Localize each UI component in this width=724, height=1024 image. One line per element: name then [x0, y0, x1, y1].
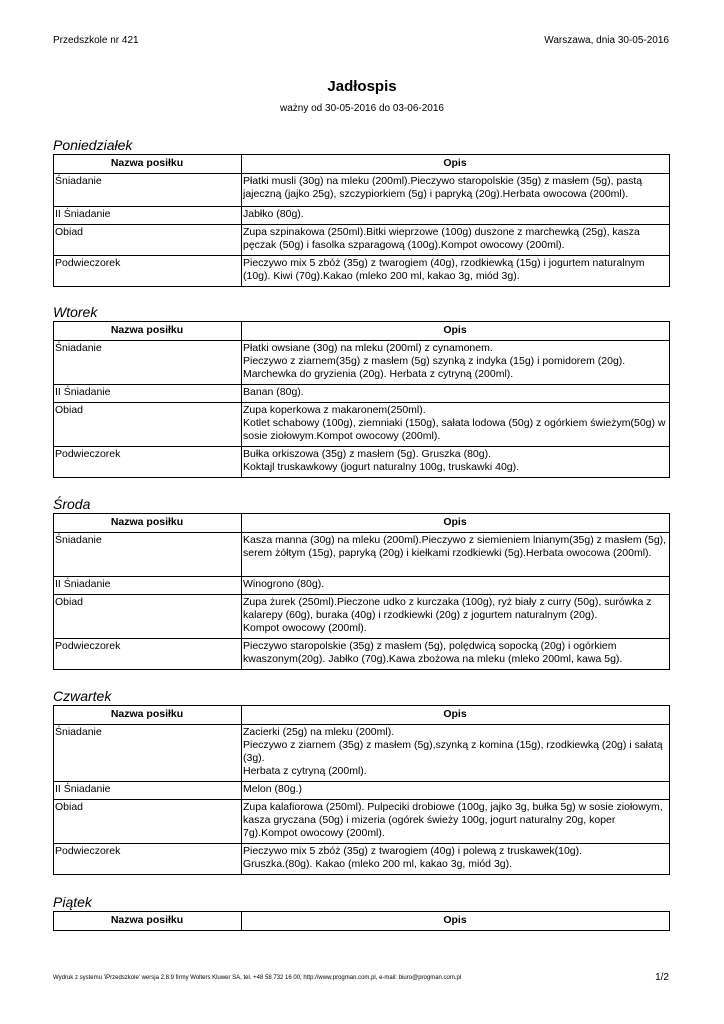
menu-table: [53, 321, 670, 478]
meal-name: Śniadanie: [54, 725, 242, 782]
menu-table: [53, 705, 670, 875]
meal-description: Jabłko (80g).: [242, 207, 670, 225]
meal-description: Płatki owsiane (30g) na mleku (200ml) z cynamonem. Pieczywo z ziarnem(35g) z masłem (5g) szynką z indyka (15g) i pomidorem (20g). Marchewka do gryzienia (20g). Herbata z cytryną (200ml).: [242, 341, 670, 385]
day-title: Piątek: [53, 894, 92, 910]
meal-name: Obiad: [54, 595, 242, 639]
day-title: Środa: [53, 496, 91, 512]
meal-name: II Śniadanie: [54, 207, 242, 225]
page-title: Jadłospis: [327, 78, 397, 95]
table-header-row: [54, 912, 670, 931]
page-number: 1/2: [655, 972, 669, 983]
meal-description: Melon (80g.): [242, 782, 670, 800]
table-row: [54, 782, 670, 800]
meal-description: Pieczywo staropolskie (35g) z masłem (5g), polędwicą sopocką (20g) i ogórkiem kwaszonym(20g). Jabłko (70g).Kawa zbożowa na mleku (mleko 200ml, kawa 5g).: [242, 639, 670, 670]
meal-name: II Śniadanie: [54, 577, 242, 595]
meal-name: Obiad: [54, 800, 242, 844]
table-header-row: [54, 155, 670, 174]
meal-description: Banan (80g).: [242, 385, 670, 403]
table-header-row: [54, 706, 670, 725]
table-row: [54, 256, 670, 287]
meal-name: Śniadanie: [54, 341, 242, 385]
table-row: [54, 403, 670, 447]
meal-name: Śniadanie: [54, 533, 242, 577]
document-date: Warszawa, dnia 30-05-2016: [544, 35, 669, 46]
description-column-header: Opis: [242, 322, 670, 341]
meal-description: Pieczywo mix 5 zbóż (35g) z twarogiem (40g), rzodkiewką (15g) i jogurtem naturalnym (10g). Kiwi (70g).Kakao (mleko 200 ml, kakao 3g, miód 3g).: [242, 256, 670, 287]
table-row: [54, 800, 670, 844]
meal-name: II Śniadanie: [54, 385, 242, 403]
menu-table: [53, 911, 670, 931]
table-row: [54, 639, 670, 670]
description-column-header: Opis: [242, 514, 670, 533]
meal-name: Podwieczorek: [54, 639, 242, 670]
table-row: [54, 844, 670, 875]
footer-text: Wydruk z systemu 'iPrzedszkole' wersja 2.8.9 firmy Wolters Kluwer SA, tel. +48 58 732 16 00, http://www.progman.com.pl, e-mail: biuro@progman.com.pl: [53, 975, 462, 981]
meal-column-header: Nazwa posiłku: [54, 514, 242, 533]
table-row: [54, 577, 670, 595]
meal-description: Zacierki (25g) na mleku (200ml). Pieczywo z ziarnem (35g) z masłem (5g),szynką z komina (15g), rzodkiewką (20g) i sałatą (3g). Herbata z cytryną (200ml).: [242, 725, 670, 782]
meal-description: Zupa szpinakowa (250ml).Bitki wieprzowe (100g) duszone z marchewką (25g), kasza pęczak (50g) i fasolka szparagową (100g).Kompot owocowy (200ml).: [242, 225, 670, 256]
meal-name: Podwieczorek: [54, 256, 242, 287]
day-title: Poniedziałek: [53, 137, 133, 153]
table-row: [54, 207, 670, 225]
validity-period: ważny od 30-05-2016 do 03-06-2016: [279, 103, 444, 114]
meal-column-header: Nazwa posiłku: [54, 706, 242, 725]
table-row: [54, 174, 670, 207]
table-row: [54, 225, 670, 256]
meal-description: Zupa koperkowa z makaronem(250ml). Kotlet schabowy (100g), ziemniaki (150g), sałata lodowa (50g) z ogórkiem świeżym(50g) w sosie ziołowym.Kompot owocowy (200ml).: [242, 403, 670, 447]
day-title: Wtorek: [53, 304, 98, 320]
meal-description: Płatki musli (30g) na mleku (200ml).Pieczywo staropolskie (35g) z masłem (5g), pastą jajeczną (jajko 25g), szczypiorkiem (5g) i papryką (20g).Herbata owocowa (200ml).: [242, 174, 670, 207]
description-column-header: Opis: [242, 912, 670, 931]
day-title: Czwartek: [53, 688, 112, 704]
meal-description: Kasza manna (30g) na mleku (200ml).Pieczywo z siemieniem lnianym(35g) z masłem (5g), serem żółtym (15g), papryką (20g) i kiełkami rzodkiewki (5g).Herbata owocowa (200ml).: [242, 533, 670, 577]
table-row: [54, 533, 670, 577]
meal-description: Zupa żurek (250ml).Pieczone udko z kurczaka (100g), ryż biały z curry (50g), surówka z kalarepy (60g), buraka (40g) i rzodkiewki (20g) z jogurtem naturalnym (20g). Kompot owocowy (200ml).: [242, 595, 670, 639]
description-column-header: Opis: [242, 155, 670, 174]
meal-column-header: Nazwa posiłku: [54, 912, 242, 931]
description-column-header: Opis: [242, 706, 670, 725]
table-row: [54, 595, 670, 639]
table-header-row: [54, 514, 670, 533]
meal-name: II Śniadanie: [54, 782, 242, 800]
table-row: [54, 447, 670, 478]
meal-name: Podwieczorek: [54, 447, 242, 478]
school-name: Przedszkole nr 421: [53, 35, 139, 46]
meal-name: Podwieczorek: [54, 844, 242, 875]
table-header-row: [54, 322, 670, 341]
meal-name: Obiad: [54, 403, 242, 447]
menu-table: [53, 154, 670, 287]
table-row: [54, 725, 670, 782]
meal-description: Bułka orkiszowa (35g) z masłem (5g). Gruszka (80g). Koktajl truskawkowy (jogurt naturalny 100g, truskawki 40g).: [242, 447, 670, 478]
meal-description: Pieczywo mix 5 zbóż (35g) z twarogiem (40g) i polewą z truskawek(10g). Gruszka.(80g). Kakao (mleko 200 ml, kakao 3g, miód 3g).: [242, 844, 670, 875]
meal-name: Śniadanie: [54, 174, 242, 207]
table-row: [54, 385, 670, 403]
menu-table: [53, 513, 670, 670]
meal-description: Zupa kalafiorowa (250ml). Pulpeciki drobiowe (100g, jajko 3g, bułka 5g) w sosie ziołowym, kasza gryczana (50g) i mizeria (ogórek świeży 100g, jogurt naturalny 20g, koper 7g).Kompot owocowy (200ml).: [242, 800, 670, 844]
meal-description: Winogrono (80g).: [242, 577, 670, 595]
meal-column-header: Nazwa posiłku: [54, 322, 242, 341]
meal-column-header: Nazwa posiłku: [54, 155, 242, 174]
table-row: [54, 341, 670, 385]
meal-name: Obiad: [54, 225, 242, 256]
